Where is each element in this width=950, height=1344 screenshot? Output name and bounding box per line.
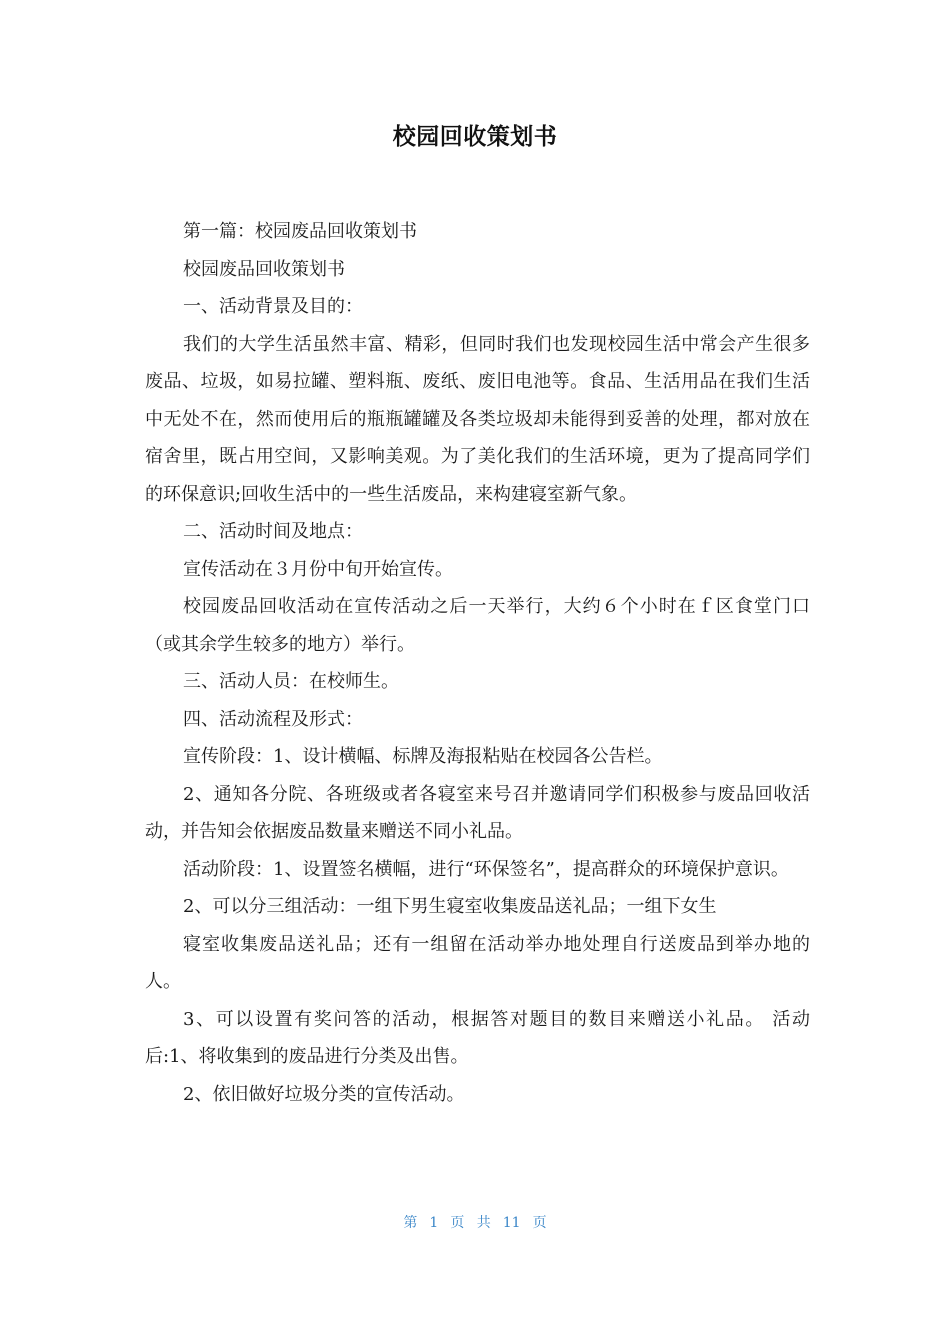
paragraph: 校园废品回收策划书 — [183, 258, 345, 280]
paragraph: 活动阶段：1、设置签名横幅，进行“环保签名”，提高群众的环境保护意识。 — [183, 858, 789, 880]
section-heading: 三、活动人员：在校师生。 — [183, 671, 399, 692]
paragraph: 2、可以分三组活动：一组下男生寝室收集废品送礼品；一组下女生 — [183, 896, 717, 917]
document-body — [145, 213, 810, 1113]
paragraph: 第一篇：校园废品回收策划书 — [183, 221, 417, 242]
paragraph: 寝室收集废品送礼品；还有一组留在活动举办地处理自行送废品到举办地的人。 — [145, 933, 810, 992]
paragraph: 宣传阶段：1、设计横幅、标牌及海报粘贴在校园各公告栏。 — [183, 746, 663, 767]
paragraph: 2、通知各分院、各班级或者各寝室来号召并邀请同学们积极参与废品回收活动，并告知会依据废品数量来赠送不同小礼品。 — [145, 783, 810, 842]
paragraph: 宣传活动在３月份中旬开始宣传。 — [183, 558, 453, 580]
page-footer — [0, 1212, 950, 1232]
section-heading: 二、活动时间及地点： — [183, 521, 363, 542]
paragraph: 3、可以设置有奖问答的活动，根据答对题目的数目来赠送小礼品。 活动后:1、将收集到的废品进行分类及出售。 — [145, 1008, 810, 1067]
page-label-suffix: 页 — [532, 1215, 547, 1231]
section-heading: 一、活动背景及目的： — [183, 296, 363, 317]
current-page-number: 1 — [429, 1215, 439, 1231]
section-heading: 四、活动流程及形式： — [183, 708, 363, 730]
total-pages-number: 11 — [502, 1215, 521, 1231]
paragraph: 校园废品回收活动在宣传活动之后一天举行，大约６个小时在ｆ区食堂门口（或其余学生较多的地方）举行。 — [145, 596, 810, 655]
page-label-mid: 页 共 — [450, 1215, 491, 1231]
paragraph: 2、依旧做好垃圾分类的宣传活动。 — [183, 1083, 465, 1105]
document-title: 校园回收策划书 — [392, 124, 558, 150]
page-label-prefix: 第 — [403, 1215, 418, 1231]
paragraph: 我们的大学生活虽然丰富、精彩，但同时我们也发现校园生活中常会产生很多废品、垃圾，如易拉罐、塑料瓶、废纸、废旧电池等。食品、生活用品在我们生活中无处不在，然而使用后的瓶瓶罐罐及各类垃圾却未能得到妥善的处理，都对放在宿舍里，既占用空间，又影响美观。为了美化我们的生活环境，更为了提高同学们的环保意识;回收生活中的一些生活废品，来构建寝室新气象。 — [145, 333, 810, 505]
